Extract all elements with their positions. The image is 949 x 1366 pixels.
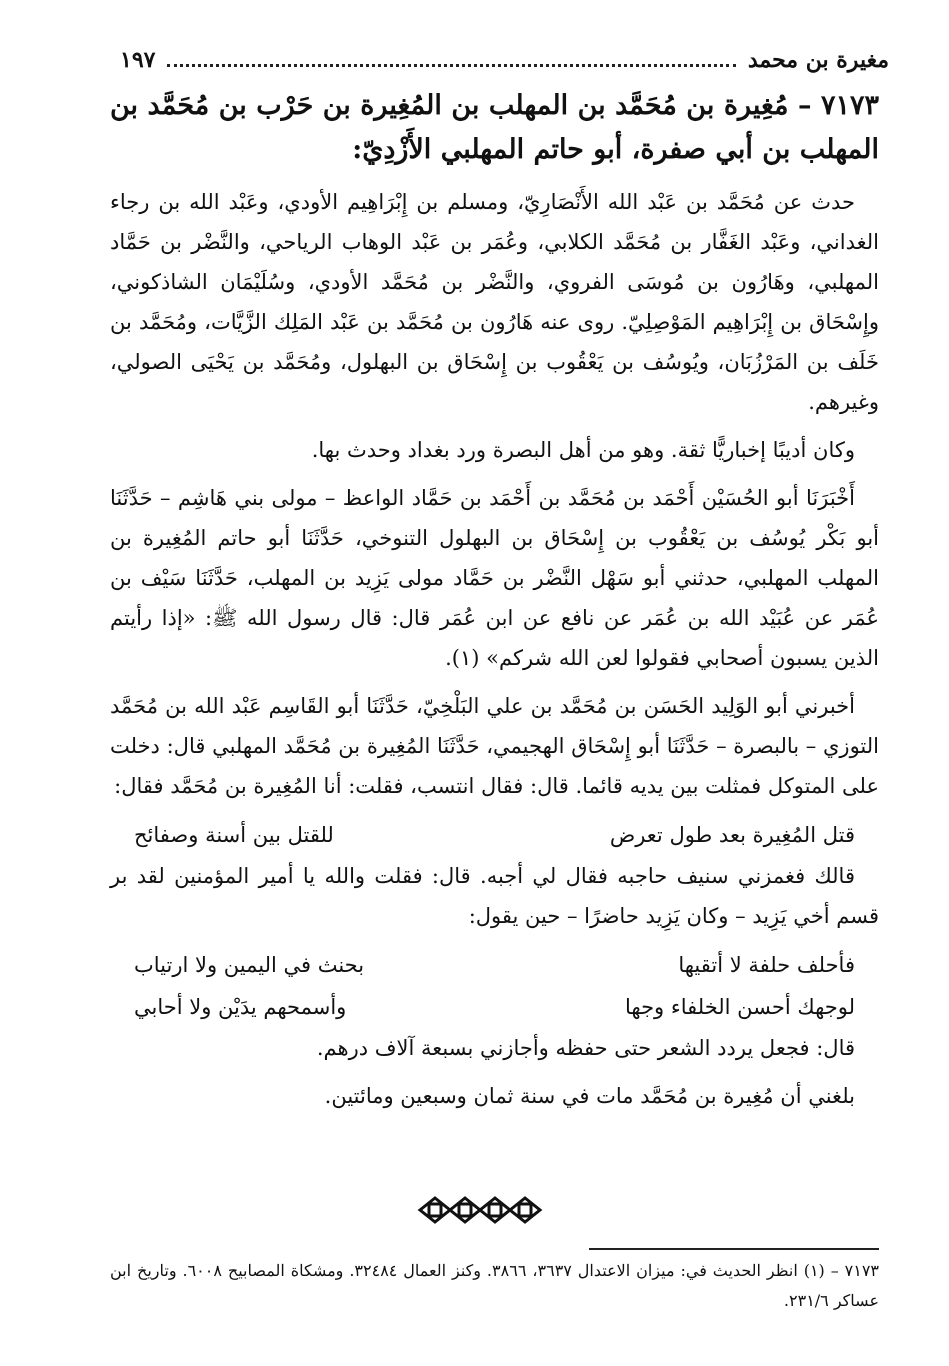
- paragraph-death: بلغني أن مُغِيرة بن مُحَمَّد مات في سنة ثمان وسبعين ومائتين.: [324, 1084, 855, 1108]
- running-title: مغيرة بن محمد: [747, 47, 889, 73]
- verse-line: [110, 814, 879, 856]
- verse-hemistich-left: للقتل بين أسنة وصفائح: [134, 823, 334, 847]
- header-dotted-leader: [167, 64, 735, 67]
- running-header: [120, 40, 889, 80]
- verse-line: [110, 986, 879, 1028]
- entry-heading: ٧١٧٣ – مُغِيرة بن مُحَمَّد بن المهلب بن المُغِيرة بن حَرْب بن مُحَمَّد بن المهلب بن أبي صفرة، أبو حاتم المهلبي الأَزْدِيّ:: [110, 90, 879, 165]
- page-number: ١٩٧: [120, 47, 156, 73]
- verse-line: [110, 944, 879, 986]
- section-ornament-icon: [415, 1190, 545, 1230]
- paragraph-hadith: أَخْبَرَنَا أبو الحُسَيْن أَحْمَد بن مُحَمَّد بن أَحْمَد بن حَمَّاد الواعظ – مولى بني هَاشِم – حَدَّثَنَا أبو بَكْر يُوسُف بن يَعْقُوب بن إِسْحَاق بن البهلول التنوخي، حَدَّثَنَا أبو حاتم المُغِيرة بن المهلب المهلبي، حدثني أبو سَهْل النَّضْر بن حَمَّاد مولى يَزِيد بن المهلب، حَدَّثَنَا سَيْف بن عُمَر عن عُبَيْد الله بن عُمَر عن نافع عن ابن عُمَر قال: قال رسول الله ﷺ: «إذا رأيتم الذين يسبون أصحابي فقولوا لعن الله شركم» (١).: [110, 486, 879, 670]
- verse-hemistich-right: فأحلف حلفة لا أتقيها: [678, 953, 855, 977]
- verse-hemistich-left: وأسمحهم يدَيْن ولا أحابي: [134, 995, 347, 1019]
- footnote: ٧١٧٣ – (١) انظر الحديث في: ميزان الاعتدال ٣٦٣٧، ٣٨٦٦. وكنز العمال ٣٢٤٨٤. ومشكاة المصابيح ٦٠٠٨. وتاريخ ابن عساكر ٢٣١/٦.: [110, 1261, 879, 1310]
- footnote-rule: [589, 1248, 879, 1250]
- verse-hemistich-right: لوجهك أحسن الخلفاء وجها: [624, 995, 855, 1019]
- paragraph-response: قالك فغمزني سنيف حاجبه فقال لي أجبه. قال: فقلت والله يا أمير المؤمنين لقد بر قسم أخي يَزِيد – وكان يَزِيد حاضرًا – حين يقول:: [110, 864, 879, 928]
- paragraph-anecdote: أخبرني أبو الوَلِيد الحَسَن بن مُحَمَّد بن علي البَلْخِيّ، حَدَّثَنَا أبو القَاسِم عَبْد الله بن مُحَمَّد التوزي – بالبصرة – حَدَّثَنَا أبو إِسْحَاق الهجيمي، حَدَّثَنَا المُغِيرة بن مُحَمَّد المهلبي قال: دخلت على المتوكل فمثلت بين يديه قائما. قال: فقال انتسب، فقلت: أنا المُغِيرة بن مُحَمَّد فقال:: [110, 694, 879, 798]
- page-body: [110, 84, 879, 1124]
- paragraph-assessment: وكان أديبًا إخباريًّا ثقة. وهو من أهل البصرة ورد بغداد وحدث بها.: [311, 438, 855, 462]
- verse-hemistich-right: قتل المُغِيرة بعد طول تعرض: [609, 823, 855, 847]
- verse-hemistich-left: بحنث في اليمين ولا ارتياب: [134, 953, 365, 977]
- paragraph-narrators: حدث عن مُحَمَّد بن عَبْد الله الأَنْصَارِيّ، ومسلم بن إِبْرَاهِيم الأودي، وعَبْد الله بن رجاء الغداني، وعَبْد الغَفَّار بن مُحَمَّد الكلابي، وعُمَر بن عَبْد الوهاب الرياحي، والنَّضْر بن حَمَّاد المهلبي، وهَارُون بن مُوسَى الفروي، والنَّضْر بن مُحَمَّد الأودي، وسُلَيْمَان الشاذكوني، وإِسْحَاق بن إِبْرَاهِيم المَوْصِلِيّ. روى عنه هَارُون بن مُحَمَّد بن عَبْد المَلِك الزَّيَّات، ومُحَمَّد بن خَلَف بن المَرْزُبَان، ويُوسُف بن يَعْقُوب بن إِسْحَاق بن البهلول، ومُحَمَّد بن يَحْيَى الصولي، وغيرهم.: [110, 190, 879, 414]
- paragraph-reward: قال: فجعل يردد الشعر حتى حفظه وأجازني بسبعة آلاف درهم.: [316, 1036, 855, 1060]
